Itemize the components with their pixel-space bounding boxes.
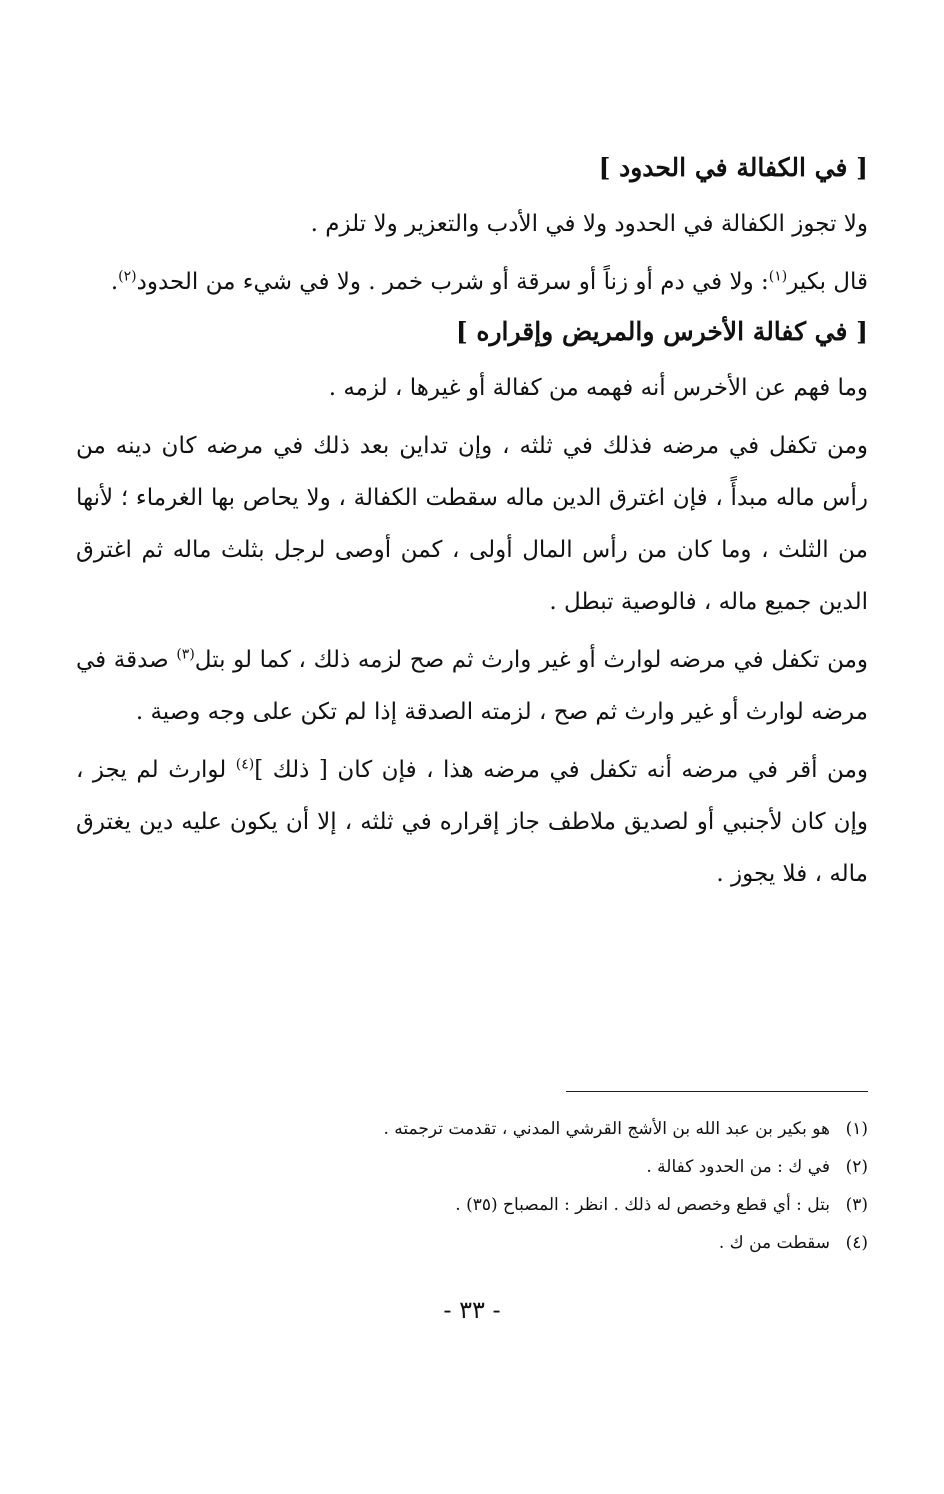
page-number: - ٣٣ - xyxy=(443,1296,501,1324)
footnote-number: (٣) xyxy=(845,1195,868,1215)
paragraph xyxy=(76,744,868,900)
footnote xyxy=(76,1224,868,1262)
paragraph xyxy=(76,634,868,738)
paragraph-text: ومن تكفل في مرضه لوارث أو غير وارث ثم صح لزمه ذلك ، كما لو بتل xyxy=(194,647,868,673)
paragraph-text: وما فهم عن الأخرس أنه فهمه من كفالة أو غيرها ، لزمه . xyxy=(328,375,868,401)
footnote-text: بتل : أي قطع وخصص له ذلك . انظر : المصباح (٣٥) . xyxy=(455,1195,830,1215)
footnote-number: (١) xyxy=(845,1119,868,1139)
section-heading-hudud: [ في الكفالة في الحدود ] xyxy=(598,153,868,182)
footnotes xyxy=(76,1110,868,1262)
paragraph-text: ولا تجوز الكفالة في الحدود ولا في الأدب والتعزير ولا تلزم . xyxy=(310,211,868,237)
footnote-divider xyxy=(566,1091,868,1092)
section-heading-mute-sick: [ في كفالة الأخرس والمريض وإقراره ] xyxy=(455,317,868,346)
footnote-text: في ك : من الحدود كفالة . xyxy=(646,1157,830,1177)
footnote-number: (٤) xyxy=(845,1233,868,1253)
paragraph-text: ومن أقر في مرضه أنه تكفل في مرضه هذا ، فإن كان [ ذلك ] xyxy=(254,757,868,783)
footnote xyxy=(76,1186,868,1224)
footnote-number: (٢) xyxy=(845,1157,868,1177)
paragraph xyxy=(76,198,868,250)
paragraph-text: صدقة في مرضه لوارث أو غير وارث ثم صح ، لزمته الصدقة إذا لم تكن على وجه وصية . xyxy=(76,647,868,725)
footnote-ref: (٢) xyxy=(118,268,137,285)
paragraph-text: : ولا في دم أو زناً أو سرقة أو شرب خمر . ولا في شيء من الحدود xyxy=(136,269,769,295)
footnote-ref: (١) xyxy=(768,268,788,285)
paragraph-text: قال بكير xyxy=(787,269,868,295)
footnote-ref: (٣) xyxy=(176,646,195,663)
paragraph-text: ومن تكفل في مرضه فذلك في ثلثه ، وإن تداين بعد ذلك في مرضه كان دينه من رأس ماله مبدأً ، فإن اغترق الدين ماله سقطت الكفالة ، ولا يحاص بها الغرماء ؛ لأنها من الثلث ، وما كان من رأس المال أولى ، كمن أوصى لرجل بثلث ماله ثم اغترق الدين جميع ماله ، فالوصية تبطل . xyxy=(76,433,868,615)
paragraph-text: لوارث لم يجز ، وإن كان لأجنبي أو لصديق ملاطف جاز إقراره في ثلثه ، إلا أن يكون عليه دين يغترق ماله ، فلا يجوز . xyxy=(76,757,868,887)
paragraph xyxy=(76,256,868,308)
footnote-ref: (٤) xyxy=(235,756,255,773)
footnote-text: هو بكير بن عبد الله بن الأشج القرشي المدني ، تقدمت ترجمته . xyxy=(383,1119,830,1139)
footnote xyxy=(76,1110,868,1148)
paragraph xyxy=(76,420,868,628)
main-text xyxy=(76,150,868,906)
paragraph xyxy=(76,362,868,414)
footnote xyxy=(76,1148,868,1186)
paragraph-text: . xyxy=(110,269,119,295)
footnote-text: سقطت من ك . xyxy=(718,1233,830,1253)
